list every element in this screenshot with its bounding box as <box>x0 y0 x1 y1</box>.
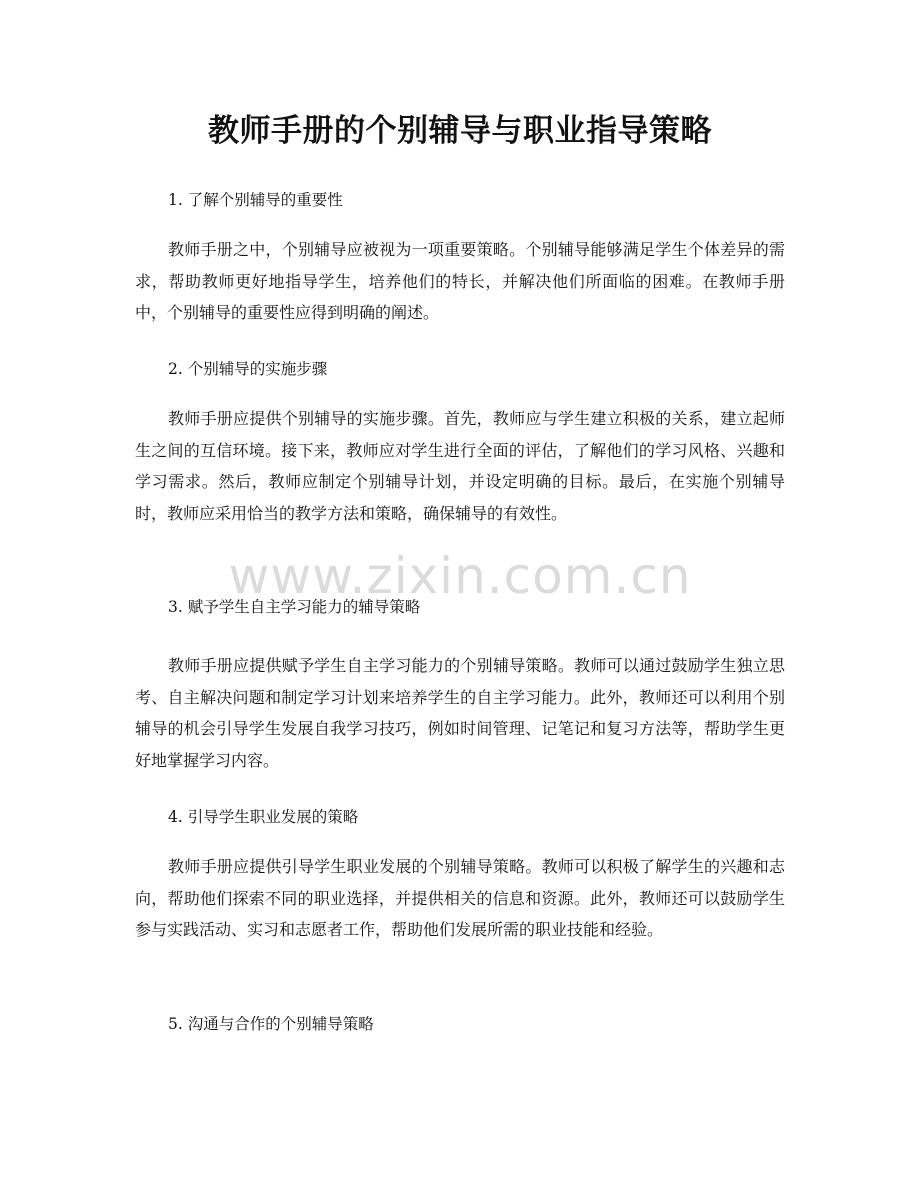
section-heading-5: 5. 沟通与合作的个别辅导策略 <box>168 1015 374 1033</box>
section-heading-2: 2. 个别辅导的实施步骤 <box>168 360 328 378</box>
document-title: 教师手册的个别辅导与职业指导策略 <box>208 113 712 149</box>
section-heading-4: 4. 引导学生职业发展的策略 <box>168 808 359 826</box>
section-paragraph-3: 教师手册应提供赋予学生自主学习能力的个别辅导策略。教师可以通过鼓励学生独立思考、自主解决问题和制定学习计划来培养学生的自主学习能力。此外，教师还可以利用个别辅导的机会引导学生发展自我学习技巧，例如时间管理、记笔记和复习方法等，帮助学生更好地掌握学习内容。 <box>135 656 785 770</box>
section-heading-1: 1. 了解个别辅导的重要性 <box>168 191 343 209</box>
section-heading-3: 3. 赋予学生自主学习能力的辅导策略 <box>168 598 421 616</box>
section-paragraph-2: 教师手册应提供个别辅导的实施步骤。首先，教师应与学生建立积极的关系，建立起师生之间的互信环境。接下来，教师应对学生进行全面的评估，了解他们的学习风格、兴趣和学习需求。然后，教师应制定个别辅导计划，并设定明确的目标。最后，在实施个别辅导时，教师应采用恰当的教学方法和策略，确保辅导的有效性。 <box>135 409 785 523</box>
section-paragraph-1: 教师手册之中，个别辅导应被视为一项重要策略。个别辅导能够满足学生个体差异的需求，帮助教师更好地指导学生，培养他们的特长，并解决他们所面临的困难。在教师手册中，个别辅导的重要性应得到明确的阐述。 <box>135 240 785 322</box>
watermark: www.zixin.com.cn <box>228 547 692 605</box>
section-paragraph-4: 教师手册应提供引导学生职业发展的个别辅导策略。教师可以积极了解学生的兴趣和志向，帮助他们探索不同的职业选择，并提供相关的信息和资源。此外，教师还可以鼓励学生参与实践活动、实习和志愿者工作，帮助他们发展所需的职业技能和经验。 <box>135 857 785 939</box>
